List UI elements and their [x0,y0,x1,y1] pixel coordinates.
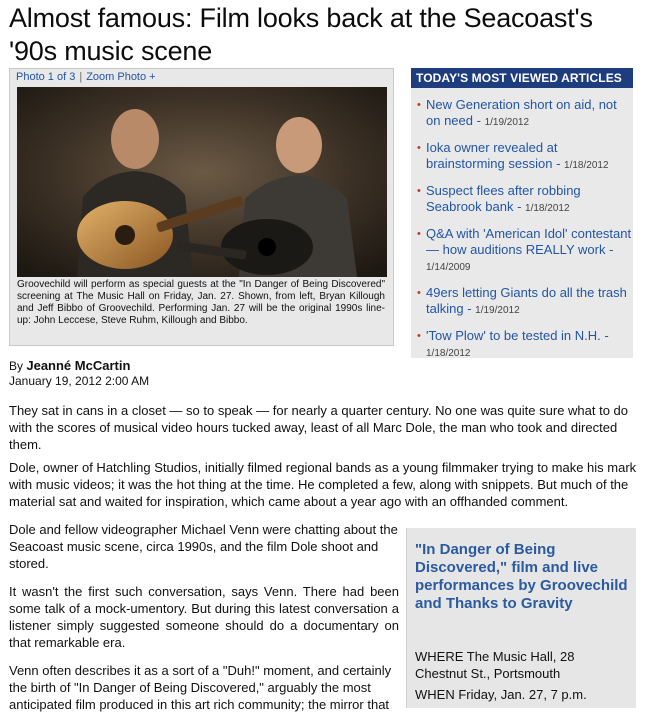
event-when [415,686,625,703]
event-where [415,648,625,682]
article-headline: Almost famous: Film looks back at the Seacoast's '90s music scene [9,3,593,66]
article-link[interactable]: 49ers letting Giants do all the trash talking [426,285,627,316]
byline [9,358,130,373]
most-viewed-panel [411,68,633,358]
bullet-icon: • [417,99,421,111]
article-link[interactable]: Q&A with 'American Idol' contestant — how auditions REALLY work [426,226,632,257]
article-date: 1/14/2009 [426,262,471,273]
photo-nav: Photo 1 of 3 | Zoom Photo + [16,71,156,83]
when-value: Friday, Jan. 27, 7 p.m. [458,687,587,702]
author-name[interactable]: Jeanné McCartin [26,358,131,373]
article-date: 1/18/2012 [525,203,570,214]
article-paragraph: They sat in cans in a closet — so to speak — for nearly a quarter century. No one was quite sure what to do with the scores of musical video hours tucked away, least of all Marc Dole, the man who took and directed them. [9,403,629,452]
publish-date: January 19, 2012 2:00 AM [9,374,150,388]
photo-gallery [9,68,394,346]
article-date: 1/19/2012 [484,117,530,128]
list-item: • New Generation short on aid, not on need - 1/19/2012 [417,97,617,128]
article-link[interactable]: Suspect flees after robbing Seabrook bank [426,183,581,214]
when-label: WHEN [415,687,455,702]
list-item: • Suspect flees after robbing Seabrook bank - 1/18/2012 [417,183,581,214]
bullet-icon: • [417,287,421,299]
photo-caption: Groovechild will perform as special guests at the "In Danger of Being Discovered" screening at The Music Hall on Friday, Jan. 27. Shown, from left, Bryan Killough and Jeff Bibbo of Groovechild. Performing Jan. 27 will be the original 1990s line-up: John Leccese, Steve Ruhm, Killough and Bibbo. [17,279,385,326]
where-value: The Music Hall, 28 Chestnut St., Portsmouth [415,649,575,681]
event-info-box [406,528,636,708]
article-photo[interactable] [17,87,387,277]
article-link[interactable]: Ioka owner revealed at brainstorming session [426,140,558,171]
article-date: 1/18/2012 [564,160,609,171]
article-paragraph: Venn often describes it as a sort of a "Duh!" moment, and certainly the birth of "In Danger of Being Discovered," arguably the most anticipated film produced in this art rich community; the mirror that [9,663,392,712]
zoom-photo-link[interactable]: Zoom Photo + [86,71,156,83]
article-paragraph: It wasn't the first such conversation, says Venn. There had been some talk of a mock-umentory. But during this latest conversation a listener simply suggested someone should do a documentary on that remarkable era. [9,584,399,650]
article-date: 1/18/2012 [426,348,471,359]
article-link[interactable]: 'Tow Plow' to be tested in N.H. [426,328,601,343]
list-item: • Ioka owner revealed at brainstorming session - 1/18/2012 [417,140,609,171]
most-viewed-header: TODAY'S MOST VIEWED ARTICLES [411,68,633,88]
list-item: • 49ers letting Giants do all the trash talking - 1/19/2012 [417,285,627,316]
article-date: 1/19/2012 [475,305,520,316]
article-paragraph: Dole and fellow videographer Michael Venn were chatting about the Seacoast music scene, circa 1990s, and the film Dole shoot and stored. [9,522,398,571]
list-item: • Q&A with 'American Idol' contestant — how auditions REALLY work - 1/14/2009 [417,226,632,273]
article-link[interactable]: New Generation short on aid, not on need [426,97,617,128]
list-item: • 'Tow Plow' to be tested in N.H. - 1/18/2012 [417,328,609,359]
bullet-icon: • [417,228,421,240]
event-title: "In Danger of Being Discovered," film and live performances by Groovechild and Thanks to Gravity [415,541,628,612]
bullet-icon: • [417,330,421,342]
where-label: WHERE [415,649,464,664]
bullet-icon: • [417,142,421,154]
most-viewed-list [411,97,633,362]
bullet-icon: • [417,185,421,197]
article-paragraph: Dole, owner of Hatchling Studios, initially filmed regional bands as a young filmmaker trying to make his mark with music videos; it was the hot thing at the time. He completed a few, along with snippets. But much of the material sat and waited for inspiration, which came about a year ago with an offhanded comment. [9,460,637,509]
byline-prefix: By [9,359,24,373]
photo-counter[interactable]: Photo 1 of 3 [16,71,76,83]
